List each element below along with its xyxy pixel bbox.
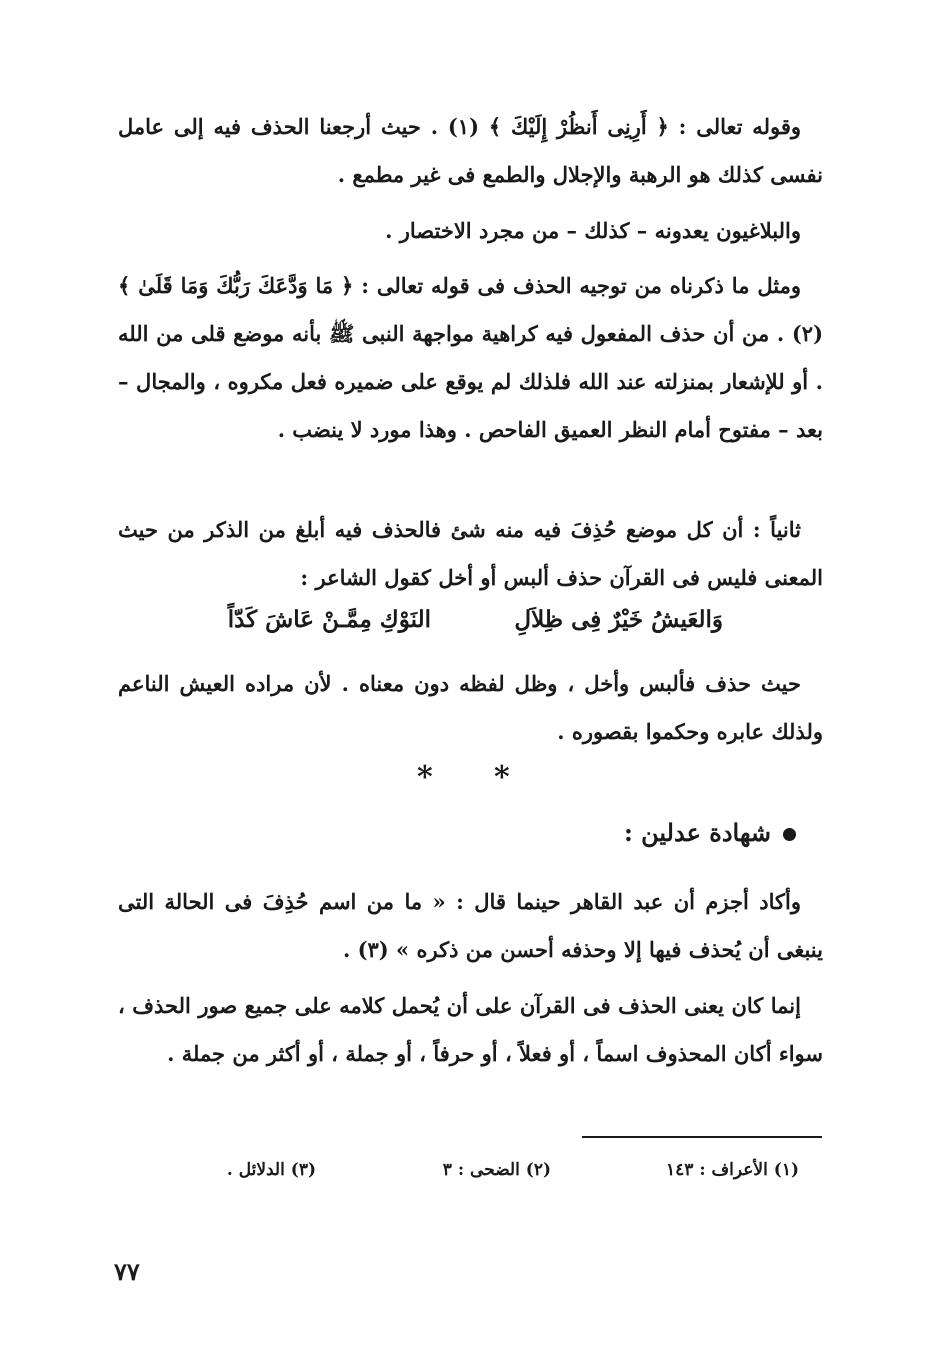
paragraph-text: والبلاغيون يعدونه – كذلك – من مجرد الاختصار . (385, 218, 801, 243)
paragraph-6 (118, 878, 823, 974)
section-heading (624, 818, 796, 847)
footnote-3: (٣) الدلائل . (226, 1160, 316, 1180)
paragraph-4 (118, 506, 823, 602)
footnotes (118, 1160, 823, 1190)
footnote-divider (582, 1136, 822, 1138)
verse-hemistich-first: وَالعَيشُ خَيْرٌ فِى ظِلاَلِ (514, 606, 723, 633)
paragraph-text: إنما كان يعنى الحذف فى القرآن على أن يُحمل كلامه على جميع صور الحذف ، سواء أكان المحذوف اسماً ، أو فعلاً ، أو حرفاً ، أو جملة ، أو أكثر من جملة . (118, 993, 823, 1066)
paragraph-text: ومثل ما ذكرناه من توجيه الحذف فى قوله تعالى : ﴿ مَا وَدَّعَكَ رَبُّكَ وَمَا قَلَىٰ ﴾ (٢) . من أن حذف المفعول فيه كراهية مواجهة النبى ﷺ بأنه موضع قلى من الله . أو للإشعار بمنزلته عند الله فلذلك لم يوقع على ضميره فعل مكروه ، والمجال – بعد – مفتوح أمام النظر العميق الفاحص . وهذا مورد لا ينضب . (118, 273, 823, 442)
paragraph-5 (118, 660, 823, 756)
page-number: ٧٧ (114, 1257, 140, 1286)
paragraph-7 (118, 982, 823, 1078)
section-separator (0, 760, 926, 804)
paragraph-text: ثانياً : أن كل موضع حُذِفَ فيه منه شئ فالحذف فيه أبلغ من الذكر من حيث المعنى فليس فى القرآن حذف ألبس أو أخل كقول الشاعر : (118, 517, 823, 590)
paragraph-1 (118, 103, 823, 199)
asterisk-icon: * (494, 760, 510, 795)
bullet-icon (783, 828, 796, 841)
section-heading-text: شهادة عدلين : (623, 818, 771, 847)
verse-hemistich-second: النَوْكِ مِمَّـنْ عَاشَ كَدّاً (227, 606, 431, 633)
poetry-verse (118, 598, 823, 644)
paragraph-text: حيث حذف فألبس وأخل ، وظل لفظه دون معناه . لأن مراده العيش الناعم ولذلك عابره وحكموا بقصوره . (118, 671, 823, 744)
paragraph-text: وقوله تعالى : ﴿ أَرِنِى أَنظُرْ إِلَيْكَ ﴾ (١) . حيث أرجعنا الحذف فيه إلى عامل نفسى كذلك هو الرهبة والإجلال والطمع فى غير مطمع . (118, 114, 823, 187)
paragraph-3 (118, 262, 823, 454)
paragraph-text: وأكاد أجزم أن عبد القاهر حينما قال : « ما من اسم حُذِفَ فى الحالة التى ينبغى أن يُحذف فيها إلا وحذفه أحسن من ذكره » (٣) . (118, 889, 823, 962)
footnote-2: (٢) الضحى : ٣ (442, 1160, 551, 1180)
asterisk-icon: * (417, 760, 433, 795)
paragraph-2 (118, 207, 823, 255)
footnote-1: (١) الأعراف : ١٤٣ (666, 1160, 799, 1180)
